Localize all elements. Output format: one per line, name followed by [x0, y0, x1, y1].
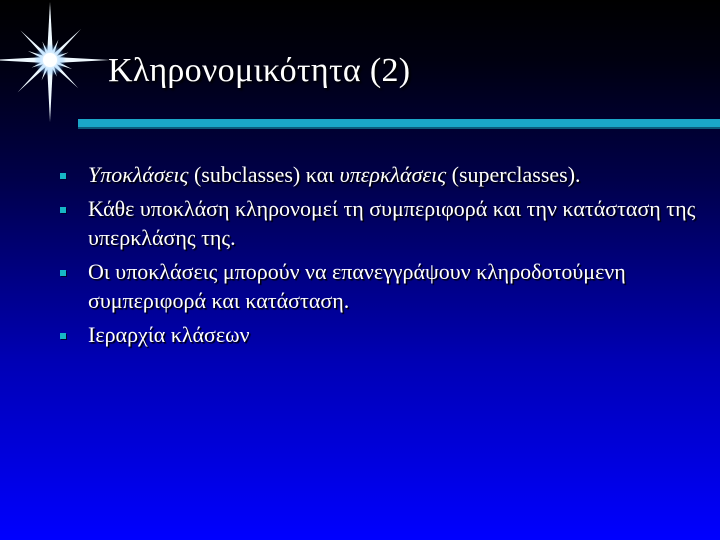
bullet-item-hierarchy	[60, 320, 700, 349]
starburst-icon	[0, 0, 110, 125]
title-underline	[78, 119, 720, 127]
square-bullet-icon	[60, 333, 66, 339]
bullet-item-subclasses	[60, 160, 700, 189]
square-bullet-icon	[60, 270, 66, 276]
title-underline-shadow	[78, 127, 720, 129]
square-bullet-icon	[60, 173, 66, 179]
bullet-item-override	[60, 257, 700, 315]
bullet-text-superclasses: (superclasses).	[446, 162, 581, 187]
bullet-text-connector: (subclasses) και	[188, 162, 340, 187]
bullet-text: Οι υποκλάσεις μπορούν να επανεγγράψουν κληροδοτούμενη συμπεριφορά και κατάσταση.	[88, 259, 626, 313]
bullet-text: Ιεραρχία κλάσεων	[88, 322, 250, 347]
bullet-list	[60, 160, 700, 354]
term-superclasses-greek: υπερκλάσεις	[339, 162, 447, 187]
slide-title: Κληρονομικότητα (2)	[108, 52, 411, 89]
term-subclasses-greek: Υποκλάσεις	[88, 162, 189, 187]
bullet-item-inheritance	[60, 194, 700, 252]
bullet-text: Κάθε υποκλάση κληρονομεί τη συμπεριφορά και την κατάσταση της υπερκλάσης της.	[88, 196, 696, 250]
square-bullet-icon	[60, 207, 66, 213]
